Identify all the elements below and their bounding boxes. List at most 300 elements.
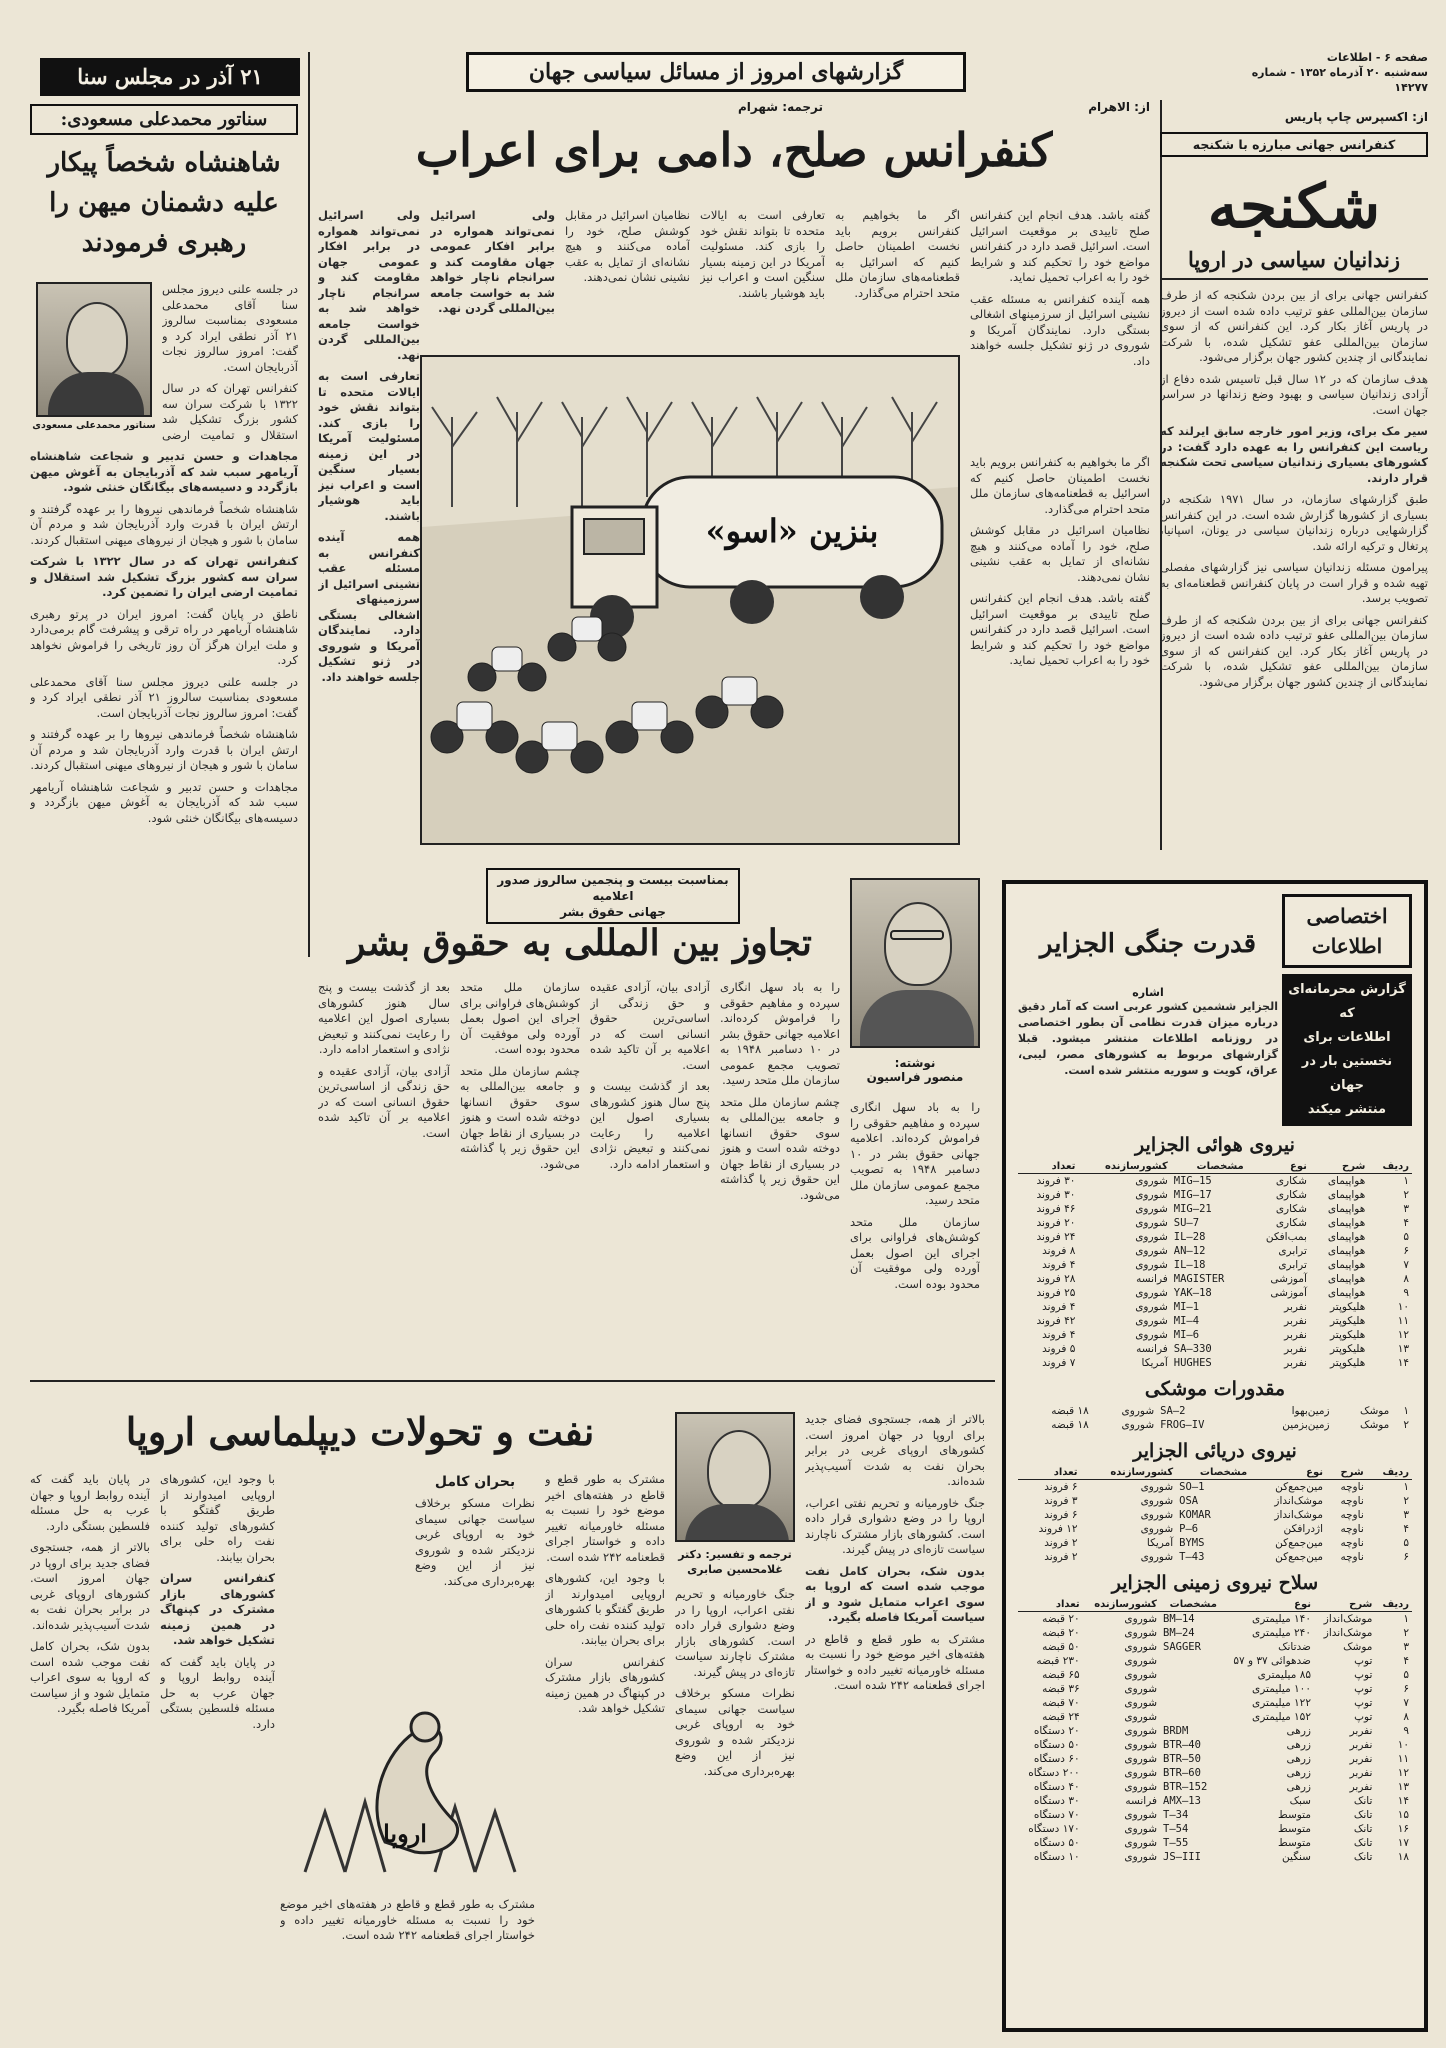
oil-col-4 xyxy=(415,1496,535,1686)
table-cell: تانک xyxy=(1353,1851,1373,1863)
table-cell: ۱۲ xyxy=(1397,1767,1409,1779)
oil-col-right xyxy=(805,1412,985,2027)
oil-paragraph: مشترک به طور قطع و قاطع در هفته‌های اخیر موضع خود را نسبت به مسئله خاورمیانه تغییر داده و خواستار اجرای قطعنامه ۲۴۲ شده است. xyxy=(805,1631,985,1692)
table-cell: ۱۰ دستگاه xyxy=(1033,1851,1080,1863)
table-cell: ۶ فروند xyxy=(1044,1481,1078,1493)
table-cell: هلیکوپتر xyxy=(1329,1315,1366,1327)
hr-author: منصور فراسیون xyxy=(866,1070,964,1084)
europe-cartoon-drawing xyxy=(285,1692,535,1892)
table-cell: ضدهوائی ۳۷ و ۵۷ xyxy=(1233,1655,1311,1667)
table-cell: شوروی xyxy=(1135,1329,1168,1341)
table-cell: زرهی xyxy=(1286,1739,1311,1751)
senate-banner-text: ۲۱ آذر در مجلس سنا xyxy=(77,64,263,89)
table-row xyxy=(1018,1300,1412,1314)
table-row xyxy=(1018,1808,1412,1822)
oil-author-photo xyxy=(675,1412,795,1542)
table-cell: ۱۸ قبضه xyxy=(1051,1419,1089,1431)
table-cell: ۲۵ فروند xyxy=(1036,1287,1076,1299)
table-cell: SO—1 xyxy=(1179,1481,1205,1493)
table-cell: نفربر xyxy=(1349,1739,1373,1751)
table-row xyxy=(1018,1244,1412,1258)
oil-col-bottom xyxy=(280,1897,535,2027)
page-label-block xyxy=(1228,50,1428,95)
senate-paragraph: مجاهدات و حسن تدبیر و شجاعت شاهنشاه آریامهر سبب شد که آذربایجان به آغوش میهن بازگردد و دسیسه‌های بیگانگان خنثی شود. xyxy=(30,449,298,494)
table-cell: مین‌جمع‌کن xyxy=(1275,1551,1324,1563)
table-cell: ۶۰ دستگاه xyxy=(1033,1753,1080,1765)
oil-crisis-title: بحران کامل xyxy=(434,1474,516,1490)
senate-paragraph: کنفرانس تهران که در سال ۱۳۲۲ با شرکت سران سه کشور بزرگ تشکیل شد استقلال و تمامیت ارضی xyxy=(162,381,298,442)
promo-line: نخستین بار در جهان xyxy=(1301,1054,1393,1093)
table-cell: YAK—18 xyxy=(1173,1287,1212,1299)
navy-table xyxy=(1018,1466,1412,1564)
peace-article xyxy=(318,100,1150,860)
table-cell: هواپیمای xyxy=(1327,1203,1366,1215)
table-cell: نفربر xyxy=(1349,1767,1373,1779)
table-cell: BM—14 xyxy=(1163,1613,1195,1625)
table-cell: ۴ فروند xyxy=(1042,1259,1076,1271)
hr-paragraph: بعد از گذشت بیست و پنج سال هنوز کشورهای بسیاری اصول این اعلامیه را رعایت نمی‌کنند و تبعیض نژادی و استعمار ادامه دارد. xyxy=(590,1079,710,1171)
rule-mid xyxy=(30,1380,995,1382)
table-cell: شکاری xyxy=(1275,1203,1307,1215)
table-cell: ۳۰ دستگاه xyxy=(1033,1795,1080,1807)
table-row xyxy=(1018,1550,1412,1564)
table-row xyxy=(1018,1850,1412,1864)
table-cell: توپ xyxy=(1354,1683,1373,1695)
promo-line: اطلاعات برای xyxy=(1303,1030,1391,1045)
table-cell: ۱۱ xyxy=(1397,1315,1409,1327)
table-cell: BTR—152 xyxy=(1163,1781,1208,1793)
table-cell: ۱۵۲ میلیمتری xyxy=(1252,1711,1311,1723)
table-cell: ۲۴ فروند xyxy=(1036,1231,1076,1243)
exclusive-line: اطلاعات xyxy=(1311,934,1383,958)
oil-paragraph: مشترک به طور قطع و قاطع در هفته‌های اخیر موضع خود را نسبت به مسئله خاورمیانه تغییر داده و خواستار اجرای قطعنامه ۲۴۲ شده است. xyxy=(280,1897,535,1942)
table-row xyxy=(1018,1536,1412,1550)
cartoon-label: اروپا xyxy=(383,1819,427,1848)
senate-paragraph: مجاهدات و حسن تدبیر و شجاعت شاهنشاه آریامهر سبب شد که آذربایجان به آغوش میهن بازگردد و دسیسه‌های بیگانگان خنثی شود. xyxy=(30,779,298,825)
table-cell: ترابری xyxy=(1278,1245,1307,1257)
torture-source: از: اکسپرس چاپ پاریس xyxy=(1284,110,1428,124)
table-cell: زرهی xyxy=(1286,1767,1311,1779)
table-cell: ۱۴ xyxy=(1397,1795,1409,1807)
table-cell: شوروی xyxy=(1124,1851,1158,1863)
algeria-title: قدرت جنگی الجزایر xyxy=(1039,929,1257,959)
table-cell: MI—1 xyxy=(1173,1301,1200,1313)
table-cell: ناوچه xyxy=(1340,1551,1364,1563)
header-cell: تعداد xyxy=(1018,1598,1083,1612)
table-cell: نفربر xyxy=(1284,1301,1307,1313)
table-cell: ۱۲ xyxy=(1397,1329,1409,1341)
table-cell: ۸۵ میلیمتری xyxy=(1257,1669,1311,1681)
header-cell: ردیف xyxy=(1375,1598,1412,1612)
table-cell: ناوچه xyxy=(1340,1495,1364,1507)
table-cell: AN—12 xyxy=(1173,1245,1206,1257)
table-cell: ۱۶ xyxy=(1397,1823,1409,1835)
table-cell: تانک xyxy=(1353,1823,1373,1835)
page-label: صفحه ۶ - اطلاعات xyxy=(1326,51,1428,64)
table-cell: مین‌جمع‌کن xyxy=(1275,1537,1324,1549)
table-row xyxy=(1018,1494,1412,1508)
oil-paragraph: بالاتر از همه، جستجوی فضای جدید برای اروپا در جهان امروز است. کشورهای اروپای غربی در برابر بحران نفت به شدت آسیب‌پذیر شده‌اند. xyxy=(30,1540,150,1632)
table-cell: توپ xyxy=(1354,1655,1373,1667)
table-cell: ۳ xyxy=(1403,1641,1409,1653)
table-cell: نفربر xyxy=(1284,1315,1307,1327)
table-cell: شوروی xyxy=(1124,1823,1158,1835)
table-cell: نفربر xyxy=(1349,1725,1373,1737)
header-cell: مشخصات xyxy=(1176,1466,1250,1480)
table-cell: تانک xyxy=(1353,1795,1373,1807)
table-cell: شوروی xyxy=(1124,1753,1158,1765)
oil-col-6 xyxy=(30,1472,150,2027)
table-cell: ۸ فروند xyxy=(1042,1245,1076,1257)
ground-title: سلاح نیروی زمینی الجزایر xyxy=(1111,1572,1319,1594)
header-cell: تعداد xyxy=(1018,1160,1078,1174)
senate-headline-line: رهبری فرمودند xyxy=(81,228,247,258)
oil-paragraph: جنگ خاورمیانه و تحریم نفتی اعراب، اروپا را در وضع دشواری قرار داده است. کشورهای بازار مشترک ناچارند سیاست تازه‌ای در پیش گیرند. xyxy=(675,1587,795,1679)
section-banner-text: گزارشهای امروز از مسائل سیاسی جهان xyxy=(528,59,904,85)
table-cell xyxy=(1160,1682,1220,1696)
table-cell: ۲۰ فروند xyxy=(1036,1217,1076,1229)
table-cell: ۱۳ xyxy=(1397,1781,1409,1793)
peace-paragraph: اگر ما بخواهیم به کنفرانس برویم باید نخست اطمینان حاصل کنیم که اسرائیل به قطعنامه‌های سازمان ملل متحد احترام می‌گذارد. xyxy=(835,208,960,300)
table-cell: شوروی xyxy=(1124,1627,1158,1639)
table-cell: ۴۶ فروند xyxy=(1036,1203,1076,1215)
table-cell: هواپیمای xyxy=(1327,1189,1366,1201)
table-cell: BTR—60 xyxy=(1163,1767,1201,1779)
table-cell: ۳۰ فروند xyxy=(1036,1189,1076,1201)
hr-paragraph: آزادی بیان، آزادی عقیده و حق زندگی از اساسی‌ترین حقوق انسانی است که در اعلامیه بر آن تاکید شده است. xyxy=(318,1063,450,1140)
table-cell: ۷۰ دستگاه xyxy=(1033,1809,1080,1821)
header-cell: ردیف xyxy=(1367,1466,1412,1480)
table-cell: هواپیمای xyxy=(1327,1245,1366,1257)
senate-article xyxy=(30,104,298,944)
table-row xyxy=(1018,1258,1412,1272)
table-cell: SU—7 xyxy=(1173,1217,1200,1229)
table-cell: شوروی xyxy=(1124,1613,1158,1625)
tanker-text: بنزین «اسو» xyxy=(705,512,879,550)
date-line: سه‌شنبه ۲۰ آذرماه ۱۳۵۲ - شماره ۱۴۲۷۷ xyxy=(1251,66,1428,94)
table-row xyxy=(1018,1794,1412,1808)
oil-paragraph: کنفرانس سران کشورهای بازار مشترک در کپنهاگ در همین زمینه تشکیل خواهد شد. xyxy=(545,1654,665,1715)
table-cell: متوسط xyxy=(1277,1837,1311,1849)
table-cell: ۲۰ قبضه xyxy=(1042,1627,1080,1639)
oil-paragraph: با وجود این، کشورهای اروپایی امیدوارند از طریق گفتگو با کشورهای تولید کننده نفت راه حلی برای بحران بیابند. xyxy=(160,1472,275,1564)
header-cell: شرح xyxy=(1326,1466,1367,1480)
oil-col-5 xyxy=(160,1472,275,2027)
hr-occasion-line: جهانی حقوق بشر xyxy=(560,905,666,919)
note-label: اشاره xyxy=(1132,986,1164,999)
table-row xyxy=(1018,1480,1412,1495)
table-cell: ۱۰ xyxy=(1397,1739,1409,1751)
table-row xyxy=(1018,1822,1412,1836)
table-row xyxy=(1018,1710,1412,1724)
table-cell: ۸ xyxy=(1403,1711,1409,1723)
peace-paragraph: نظامیان اسرائیل در مقابل کوشش صلح، خود را آماده می‌کنند و هیچ نشانه‌ای از تمایل به عقب نشینی نشان نمی‌دهند. xyxy=(970,523,1150,584)
table-cell: ۴ xyxy=(1403,1523,1409,1535)
table-row xyxy=(1018,1272,1412,1286)
table-cell: BM—24 xyxy=(1163,1627,1195,1639)
table-cell: ۳ فروند xyxy=(1044,1495,1078,1507)
table-row xyxy=(1018,1188,1412,1202)
oil-paragraph: بدون شک، بحران کامل نفت موجب شده است که اروپا به سوی اعراب متمایل شود و از سیاست آمریکا فاصله بگیرد. xyxy=(30,1639,150,1715)
table-cell: ناوچه xyxy=(1340,1523,1364,1535)
human-rights-article xyxy=(318,868,980,1373)
table-cell: ناوچه xyxy=(1340,1481,1364,1493)
table-cell: BRDM xyxy=(1163,1725,1189,1737)
table-cell: هلیکوپتر xyxy=(1329,1343,1366,1355)
torture-paragraph: هدف سازمان که در ۱۲ سال قبل تاسیس شده دفاع از آزادی زندانیان سیاسی و بهبود وضع زندانها در سراسر جهان است. xyxy=(1160,371,1428,417)
hr-col-3 xyxy=(460,980,580,1370)
hr-paragraph: را به باد سهل انگاری سپرده و مفاهیم حقوقی را فراموش کرده‌اند. اعلامیه جهانی حقوق بشر در ۱۰ دسامبر ۱۹۴۸ به تصویب مجمع عمومی سازمان ملل متحد رسید. xyxy=(850,1100,980,1207)
table-cell: ۶ xyxy=(1403,1245,1409,1257)
navy-title: نیروی دریائی الجزایر xyxy=(1133,1440,1297,1462)
table-cell: متوسط xyxy=(1277,1823,1311,1835)
header-cell: کشورسازنده xyxy=(1083,1598,1160,1612)
table-cell: هواپیمای xyxy=(1327,1259,1366,1271)
table-cell: ۴ xyxy=(1403,1217,1409,1229)
table-cell: ۵ فروند xyxy=(1042,1343,1076,1355)
table-cell: ۲۴ قبضه xyxy=(1042,1711,1080,1723)
table-cell: ۳ xyxy=(1403,1203,1409,1215)
table-cell: آمریکا xyxy=(1146,1537,1174,1549)
table-cell: آموزشی xyxy=(1270,1287,1307,1299)
table-cell: ۱۴۰ میلیمتری xyxy=(1252,1613,1311,1625)
missile-title: مقدورات موشکی xyxy=(1144,1378,1286,1400)
table-row xyxy=(1018,1668,1412,1682)
table-cell: ۴ xyxy=(1403,1655,1409,1667)
hr-paragraph: بعد از گذشت بیست و پنج سال هنوز کشورهای بسیاری اصول این اعلامیه را رعایت نمی‌کنند و تبعیض نژادی و استعمار ادامه دارد. xyxy=(318,980,450,1056)
torture-paragraph: سیر مک برای، وزیر امور خارجه سابق ایرلند که ریاست این کنفرانس را به عهده دارد گفت: در کشورهای بسیاری زندانیان سیاسی تحت شکنجه قرار دارند. xyxy=(1160,424,1428,485)
peace-source: از: الاهرام xyxy=(1088,100,1150,114)
promo-box xyxy=(1282,974,1412,1126)
table-cell: فرانسه xyxy=(1125,1795,1158,1807)
table-cell: شوروی xyxy=(1135,1315,1168,1327)
table-cell: ۴۰ دستگاه xyxy=(1033,1781,1080,1793)
table-cell: ۱۷۰ دستگاه xyxy=(1028,1823,1080,1835)
peace-paragraph: همه آینده کنفرانس به مسئله عقب نشینی اسرائیل از سرزمینهای اشغالی بستگی دارد. نمایندگان آمریکا و شوروی در ژنو تشکیل جلسه خواهند داد. xyxy=(318,530,420,684)
rule-left xyxy=(308,52,310,957)
table-cell: شوروی xyxy=(1124,1641,1158,1653)
algeria-note: الجزایر ششمین کشور عربی است که آمار دقیق درباره میزان قدرت نظامی آن بطور اختصاصی در روزنامه اطلاعات منتشر میشود. قبلا گزارشهای مربوط به کشورهای مصر، لیبی، عراق، کویت و سوریه منتشر شده است. xyxy=(1018,1000,1278,1077)
table-cell: شکاری xyxy=(1275,1175,1307,1187)
senate-body-top xyxy=(162,282,298,442)
table-row xyxy=(1018,1216,1412,1230)
peace-col-1 xyxy=(970,208,1150,448)
table-cell: MI—4 xyxy=(1173,1315,1200,1327)
table-cell: شوروی xyxy=(1124,1739,1158,1751)
portrait-face xyxy=(884,902,952,986)
header-cell: نوع xyxy=(1250,1466,1326,1480)
portrait-face xyxy=(66,302,128,378)
senate-headline xyxy=(30,143,298,263)
table-row xyxy=(1018,1314,1412,1328)
torture-paragraph: طبق گزارشهای سازمان، در سال ۱۹۷۱ شکنجه در بسیاری از کشورها گزارش شده است. در این کنفرانس گزارشهایی درباره زندانیان سیاسی در یونان، اسپانیا، پرتغال و ترکیه ارائه شد. xyxy=(1160,492,1428,553)
table-cell: هواپیمای xyxy=(1327,1231,1366,1243)
header-cell: ردیف xyxy=(1368,1160,1412,1174)
table-cell: شوروی xyxy=(1140,1523,1174,1535)
table-cell: هلیکوپتر xyxy=(1329,1357,1366,1369)
table-row xyxy=(1018,1174,1412,1189)
promo-line: منتشر میکند xyxy=(1307,1102,1387,1117)
hr-paragraph: سازمان ملل متحد کوشش‌های فراوانی برای اجرای این اصول بعمل آورده ولی موفقیت آن محدود بوده است. xyxy=(850,1214,980,1291)
table-cell xyxy=(1160,1696,1220,1710)
table-cell: زرهی xyxy=(1286,1753,1311,1765)
cartoon-drawing xyxy=(422,357,958,843)
table-cell: اژدرافکن xyxy=(1283,1523,1324,1535)
table-cell: هواپیمای xyxy=(1327,1287,1366,1299)
table-cell: موشک‌انداز xyxy=(1274,1509,1324,1521)
table-cell: بمب‌افکن xyxy=(1265,1231,1307,1243)
table-cell: ۱۸ xyxy=(1397,1851,1409,1863)
table-cell: BTR—40 xyxy=(1163,1739,1201,1751)
senate-paragraph: در جلسه علنی دیروز مجلس سنا آقای محمدعلی مسعودی بمناسبت سالروز ۲۱ آذر نطقی ایراد کرد و گفت: امروز سالروز نجات آذربایجان است. xyxy=(30,674,298,720)
peace-paragraph: نظامیان اسرائیل در مقابل کوشش صلح، خود را آماده می‌کنند و هیچ نشانه‌ای از تمایل به عقب نشینی نشان نمی‌دهند. xyxy=(565,208,690,284)
table-cell: زرهی xyxy=(1286,1781,1311,1793)
table-cell: ۷۰ قبضه xyxy=(1042,1697,1080,1709)
section-banner xyxy=(466,52,966,92)
table-cell: ۴۲ فروند xyxy=(1036,1315,1076,1327)
table-cell: ۱۳ xyxy=(1397,1343,1409,1355)
exclusive-ad xyxy=(1282,894,1412,1126)
table-cell: سنگین xyxy=(1282,1851,1311,1863)
senate-paragraph: شاهنشاه شخصاً فرماندهی نیروها را بر عهده گرفتند و ارتش ایران با قدرت وارد آذربایجان شد و مردم آن سامان با شور و هیجان از نیروهای میهنی استقبال کردند. xyxy=(30,727,298,772)
table-cell: تانک xyxy=(1353,1837,1373,1849)
table-cell: شوروی xyxy=(1135,1231,1168,1243)
table-row xyxy=(1018,1202,1412,1216)
table-cell: موشک‌انداز xyxy=(1323,1613,1373,1625)
wheel xyxy=(860,575,904,619)
table-cell: ۲۴۰ میلیمتری xyxy=(1252,1627,1311,1639)
oil-paragraph: در پایان باید گفت که آینده روابط اروپا و جهان عرب به حل مسئله فلسطین بستگی دارد. xyxy=(30,1472,150,1533)
table-cell xyxy=(1160,1668,1220,1682)
table-cell: آموزشی xyxy=(1270,1273,1307,1285)
peace-paragraph: ولی اسرائیل نمی‌تواند همواره در برابر افکار عمومی جهان مقاومت کند و سرانجام ناچار خواهد شد به خواست جامعه بین‌المللی گردن نهد. xyxy=(430,208,555,315)
peace-paragraph: ولی اسرائیل نمی‌تواند همواره در برابر افکار عمومی جهان مقاومت کند و سرانجام ناچار خواهد شد به خواست جامعه بین‌المللی گردن نهد. xyxy=(318,208,420,362)
table-cell: تانک xyxy=(1353,1809,1373,1821)
table-cell: ناوچه xyxy=(1340,1537,1364,1549)
table-cell: MIG—21 xyxy=(1173,1203,1212,1215)
header-cell: مشخصات xyxy=(1160,1598,1220,1612)
exclusive-label xyxy=(1282,894,1412,968)
table-cell: شوروی xyxy=(1124,1697,1158,1709)
table-cell: زمین‌بزمین xyxy=(1282,1419,1330,1431)
table-cell: موشک xyxy=(1360,1419,1390,1431)
table-cell: ۱۲۲ میلیمتری xyxy=(1252,1697,1311,1709)
table-cell: شوروی xyxy=(1135,1175,1168,1187)
table-cell: ۳۰ فروند xyxy=(1036,1175,1076,1187)
table-cell: BYMS xyxy=(1179,1537,1205,1549)
table-cell: فرانسه xyxy=(1136,1273,1168,1285)
table-cell: زرهی xyxy=(1286,1725,1311,1737)
table-cell: MI—6 xyxy=(1173,1329,1200,1341)
hr-col-right-lower xyxy=(850,1100,980,1370)
table-cell: ۲ xyxy=(1403,1627,1409,1639)
table-cell: ۲۰ دستگاه xyxy=(1033,1725,1080,1737)
table-cell: ۱ xyxy=(1403,1613,1409,1625)
table-row xyxy=(1018,1342,1412,1356)
table-cell: ۷ xyxy=(1403,1259,1409,1271)
header-cell: تعداد xyxy=(1018,1466,1081,1480)
table-cell: هلیکوپتر xyxy=(1329,1329,1366,1341)
table-row xyxy=(1018,1418,1412,1432)
senator-photo xyxy=(36,282,152,417)
table-cell: شوروی xyxy=(1121,1419,1155,1431)
senate-body xyxy=(30,449,298,944)
table-cell: ترابری xyxy=(1278,1259,1307,1271)
table-cell: ۵۰ قبضه xyxy=(1042,1641,1080,1653)
oil-cartoon xyxy=(285,1692,535,1892)
table-cell: ۱ xyxy=(1403,1405,1409,1417)
table-cell: MIG—15 xyxy=(1173,1175,1212,1187)
table-cell: نفربر xyxy=(1284,1329,1307,1341)
table-cell: شوروی xyxy=(1135,1189,1168,1201)
torture-paragraph: کنفرانس جهانی برای از بین بردن شکنجه که از طرف سازمان بین‌المللی عفو ترتیب داده شده است از دیروز در پاریس آغاز بکار کرد. این کنفرانس که از سوی سازمان بین‌المللی عفو تشکیل شده، با شرکت نمایندگانی از چندین کشور جهان برگزار می‌شود. xyxy=(1160,288,1428,364)
table-cell: هلیکوپتر xyxy=(1329,1301,1366,1313)
table-row xyxy=(1018,1752,1412,1766)
table-cell: نفربر xyxy=(1349,1781,1373,1793)
oil-paragraph: کنفرانس سران کشورهای بازار مشترک در کپنهاگ در همین زمینه تشکیل خواهد شد. xyxy=(160,1571,275,1647)
table-cell: موشک‌انداز xyxy=(1323,1627,1373,1639)
table-row xyxy=(1018,1682,1412,1696)
header-cell: کشورسازنده xyxy=(1081,1466,1177,1480)
table-cell: ۵ xyxy=(1403,1669,1409,1681)
table-row xyxy=(1018,1724,1412,1738)
oil-paragraph: نظرات مسکو برخلاف سیاست جهانی سیمای خود به اروپای غربی نزدیکتر شده و شوروی نیز از این وضع بهره‌برداری می‌کند. xyxy=(415,1496,535,1588)
header-cell: شرح xyxy=(1314,1598,1375,1612)
oil-paragraph: نظرات مسکو برخلاف سیاست جهانی سیمای خود به اروپای غربی نزدیکتر شده و شوروی نیز از این وضع بهره‌برداری می‌کند. xyxy=(675,1686,795,1778)
table-cell: ۱ xyxy=(1403,1175,1409,1187)
oil-paragraph: مشترک به طور قطع و قاطع در هفته‌های اخیر موضع خود را نسبت به مسئله خاورمیانه تغییر داده و خواستار اجرای قطعنامه ۲۴۲ شده است. xyxy=(545,1472,665,1564)
hr-paragraph: سازمان ملل متحد کوشش‌های فراوانی برای اجرای این اصول بعمل آورده ولی موفقیت آن محدود بوده است. xyxy=(460,980,580,1056)
table-row xyxy=(1018,1522,1412,1536)
table-cell: ۴ فروند xyxy=(1042,1301,1076,1313)
table-cell: MIG—17 xyxy=(1173,1189,1212,1201)
oil-headline: نفت و تحولات دیپلماسی اروپا xyxy=(125,1409,595,1454)
table-cell: T—54 xyxy=(1163,1823,1189,1835)
header-cell: نوع xyxy=(1220,1598,1314,1612)
table-row xyxy=(1018,1404,1412,1418)
table-row xyxy=(1018,1738,1412,1752)
table-cell: T—34 xyxy=(1163,1809,1189,1821)
oil-paragraph: با وجود این، کشورهای اروپایی امیدوارند از طریق گفتگو با کشورهای تولید کننده نفت راه حلی برای بحران بیابند. xyxy=(545,1571,665,1647)
table-cell: شوروی xyxy=(1135,1287,1168,1299)
header-cell: کشورسازنده xyxy=(1078,1160,1170,1174)
table-cell: T—55 xyxy=(1163,1837,1189,1849)
table-cell: شوروی xyxy=(1135,1203,1168,1215)
table-row xyxy=(1018,1612,1412,1627)
table-cell: ۱۵ xyxy=(1397,1809,1409,1821)
peace-paragraph: اگر ما بخواهیم به کنفرانس برویم باید نخست اطمینان حاصل کنیم که اسرائیل به قطعنامه‌های سازمان ملل متحد احترام می‌گذارد. xyxy=(970,455,1150,516)
table-cell: مین‌جمع‌کن xyxy=(1275,1481,1324,1493)
oil-col-2 xyxy=(675,1587,795,2027)
table-cell: فرانسه xyxy=(1136,1343,1168,1355)
ground-table xyxy=(1018,1598,1412,1864)
table-cell: هواپیمای xyxy=(1327,1217,1366,1229)
senate-paragraph: کنفرانس تهران که در سال ۱۳۲۲ با شرکت سران سه کشور بزرگ تشکیل شد استقلال و تمامیت ارضی ایران را تضمین کرد. xyxy=(30,554,298,599)
portrait-face xyxy=(707,1430,771,1510)
table-cell: FROG—IV xyxy=(1160,1419,1205,1431)
header-cell: مشخصات xyxy=(1171,1160,1247,1174)
table-row xyxy=(1018,1836,1412,1850)
table-cell: موشک xyxy=(1360,1405,1390,1417)
table-cell: SA—2 xyxy=(1160,1405,1186,1417)
table-cell: شوروی xyxy=(1124,1683,1158,1695)
oil-paragraph: جنگ خاورمیانه و تحریم نفتی اعراب، اروپا را در وضع دشواری قرار داده است. کشورهای بازار مشترک ناچارند سیاست تازه‌ای در پیش گیرند. xyxy=(805,1495,985,1556)
table-cell: متوسط xyxy=(1277,1809,1311,1821)
table-cell: شکاری xyxy=(1275,1217,1307,1229)
table-cell: شوروی xyxy=(1124,1655,1158,1667)
table-cell: ۲۰۰ دستگاه xyxy=(1028,1767,1080,1779)
table-cell: ۱۴ xyxy=(1397,1357,1409,1369)
